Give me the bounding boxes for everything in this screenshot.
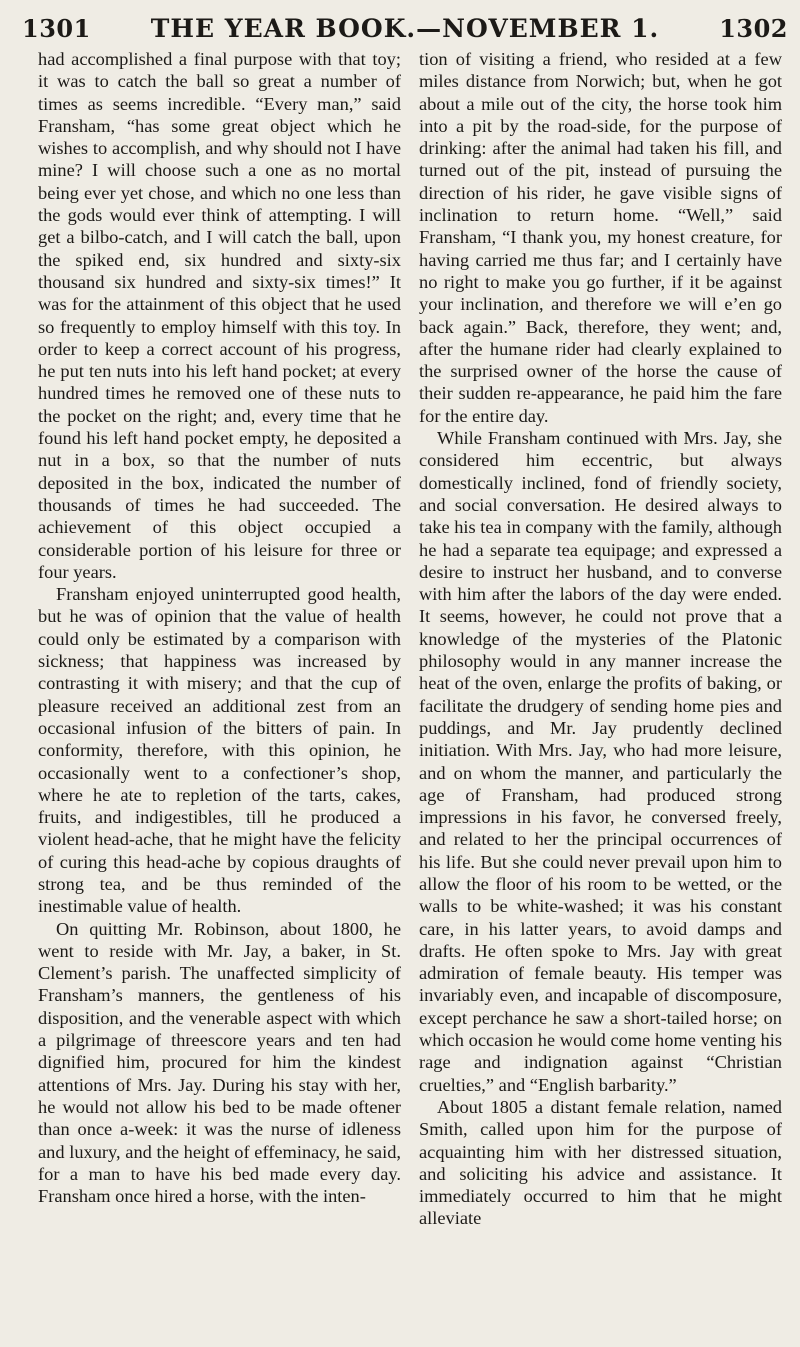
running-title: THE YEAR BOOK.—NOVEMBER 1.: [150, 13, 660, 43]
running-header: [22, 10, 788, 46]
paragraph: had accomplished a final purpose with that toy; it was to catch the ball so great a number of times as seems incredible. “Every man,” said Fransham, “has some great object which he wishes to accomplish, and why should not I have mine? I will choose such a one as no mortal being ever yet chose, and which no one less than the gods would ever think of attempting. I will get a bilbo-catch, and I will catch the ball, upon the spiked end, six hundred and sixty-six thousand six hundred and sixty-six times!” It was for the attainment of this object that he used so frequently to employ himself with this toy. In order to keep a correct account of his progress, he put ten nuts into his left hand pocket; at every hundred times he removed one of these nuts to the pocket on the right; and, every time that he found his left hand pocket empty, he deposited a nut in a box, so that the number of nuts deposited in the box, indicated the number of thousands of times he had succeeded. The achievement of this object occupied a considerable portion of his leisure for three or four years.: [38, 49, 401, 582]
page-number-right: 1302: [719, 13, 788, 43]
right-column: [419, 48, 782, 1287]
text-columns: [38, 48, 782, 1287]
paragraph: tion of visiting a friend, who resided at a few miles distance from Norwich; but, when he got about a mile out of the city, the horse took him into a pit by the road-side, for the purpose of drinking: after the animal had taken his fill, and turned out of the pit, instead of pursuing the direction of his rider, he gave visible signs of inclination to return home. “Well,” said Fransham, “I thank you, my honest creature, for having carried me thus far; and I certainly have no right to make you go further, if it be against your inclination, and therefore we will e’en go back again.” Back, therefore, they went; and, after the humane rider had clearly explained to the surprised owner of the horse the cause of their sudden re-appearance, he paid him the fare for the entire day.: [419, 49, 782, 426]
paragraph: About 1805 a distant female relation, named Smith, called upon him for the purpose of acquainting him with her distressed situation, and soliciting his advice and assistance. It immediately occurred to him that he might alleviate: [419, 1096, 782, 1229]
paragraph: On quitting Mr. Robinson, about 1800, he went to reside with Mr. Jay, a baker, in St. Clement’s parish. The unaffected simplicity of Fransham’s manners, the gentleness of his disposition, and the venerable aspect with which a pilgrimage of threescore years and ten had dignified him, procured for him the kindest attentions of Mrs. Jay. During his stay with her, he would not allow his bed to be made oftener than once a-week: it was the nurse of idleness and luxury, and the height of effeminacy, he said, for a man to have his bed made every day. Fransham once hired a horse, with the inten-: [38, 918, 401, 1207]
page-number-left: 1301: [22, 13, 91, 43]
paragraph: While Fransham continued with Mrs. Jay, she considered him eccentric, but always domestically inclined, fond of friendly society, and social conversation. He desired always to take his tea in company with the family, although he had a separate tea equipage; and expressed a desire to instruct her husband, and to converse with him after the labors of the day were ended. It seems, however, he could not prove that a knowledge of the mysteries of the Platonic philosophy would in any manner increase the heat of the oven, enlarge the profits of baking, or facilitate the drudgery of sending home pies and puddings, and Mr. Jay prudently declined initiation. With Mrs. Jay, who had more leisure, and on whom the manner, and particularly the age of Fransham, had produced strong impressions in his favor, he conversed freely, and related to her the principal occurrences of his life. But she could never prevail upon him to allow the floor of his room to be wetted, or the walls to be white-washed; it was his constant care, in his latter years, to avoid damps and drafts. He often spoke to Mrs. Jay with great admiration of female beauty. His temper was invariably even, and incapable of discomposure, except perchance he saw a short-tailed horse; on which occasion he would come home venting his rage and indignation against “Christian cruelties,” and “English barbarity.”: [419, 428, 782, 1095]
paragraph: Fransham enjoyed uninterrupted good health, but he was of opinion that the value of health could only be estimated by a comparison with sickness; that happiness was increased by contrasting it with misery; and that the cup of pleasure received an additional zest from an occasional infusion of the bitters of pain. In conformity, therefore, with this opinion, he occasionally went to a confectioner’s shop, where he ate to repletion of the tarts, cakes, fruits, and indigestibles, till he produced a violent head-ache, that he might have the felicity of curing this head-ache by copious draughts of strong tea, and be thus reminded of the inestimable value of health.: [38, 584, 401, 917]
left-column: [38, 48, 401, 1287]
